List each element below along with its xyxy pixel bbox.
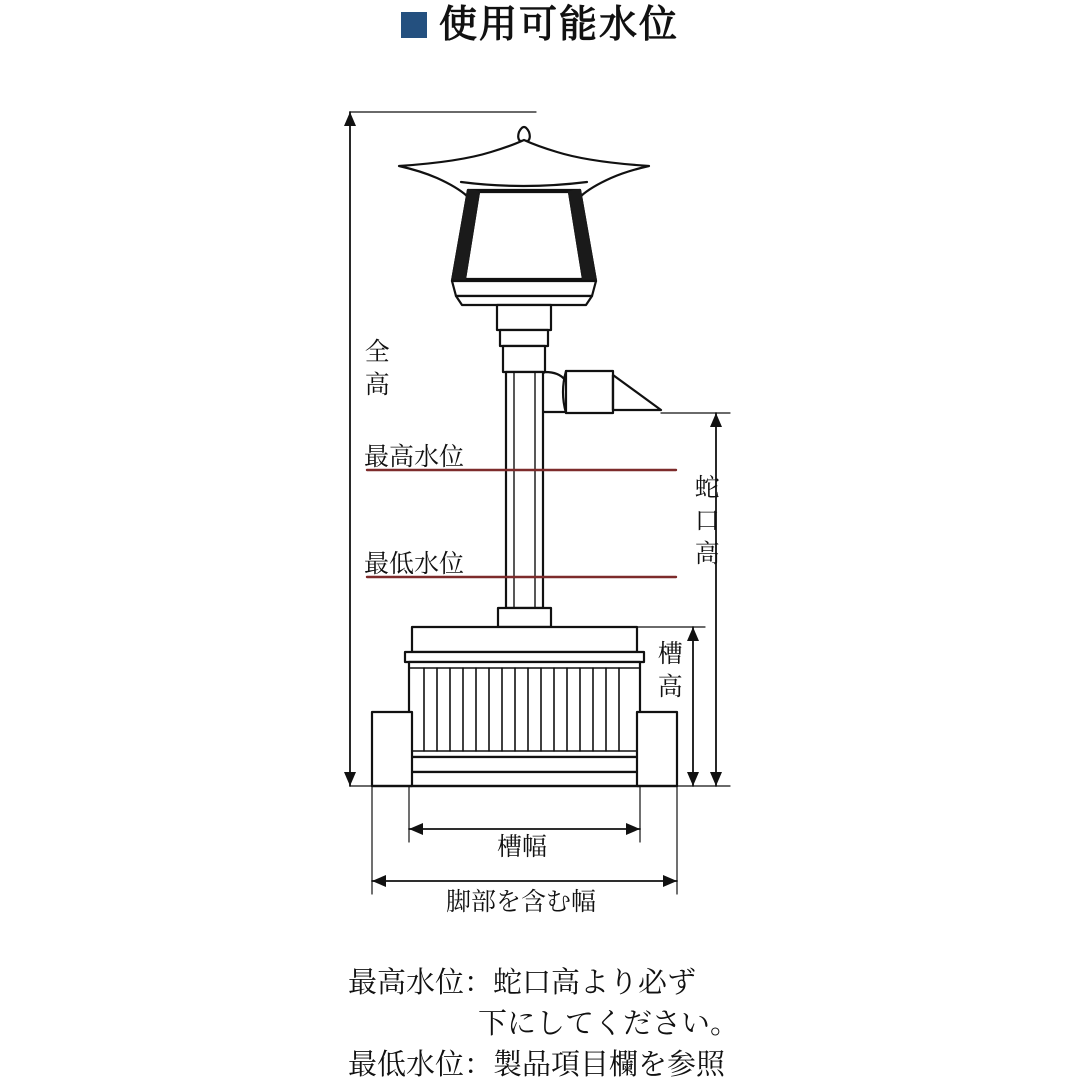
label-max-water-level: 最高水位 [364, 443, 465, 471]
label-spout-height: 蛇口高 [691, 474, 720, 573]
notes-block [348, 963, 1048, 1087]
label-tank-width: 槽幅 [497, 833, 548, 861]
label-tank-height: 槽高 [654, 640, 683, 706]
note-line-1: 最高水位：蛇口高より必ず [348, 967, 697, 999]
note-line-2: 下にしてください。 [478, 1008, 740, 1041]
label-total-height: 全高 [361, 338, 390, 404]
note-line-3: 最低水位：製品項目欄を参照 [348, 1049, 726, 1082]
label-foot-width: 脚部を含む幅 [446, 888, 597, 916]
page-title-text: 使用可能水位 [438, 4, 679, 46]
label-min-water-level: 最低水位 [364, 550, 465, 578]
